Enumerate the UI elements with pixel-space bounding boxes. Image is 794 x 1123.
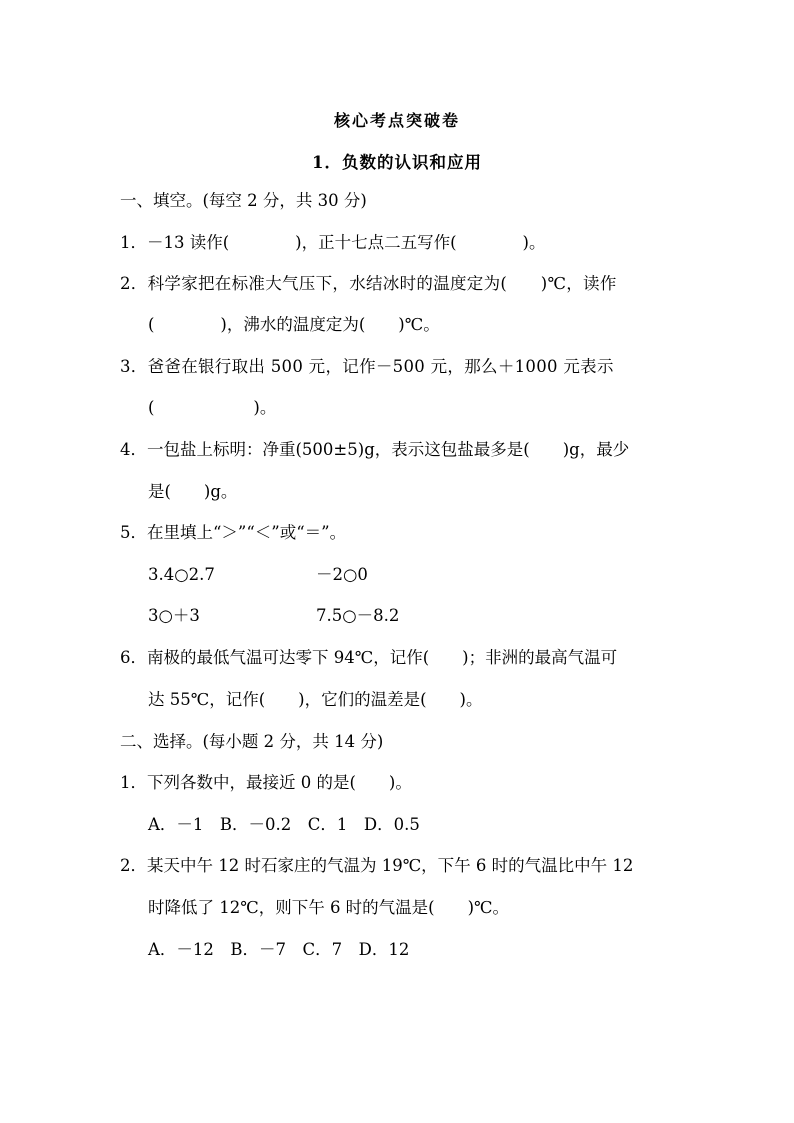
compare-item-a: 3.4○2.7 (148, 565, 215, 584)
fill-question-1: 1．－13 读作( )，正十七点二五写作( )。 (120, 233, 546, 252)
section-heading-choice: 二、选择。(每小题 2 分，共 14 分) (120, 732, 384, 751)
fill-question-4: 4．一包盐上标明：净重(500±5)g，表示这包盐最多是( )g，最少 (120, 440, 630, 459)
section-subtitle: 1．负数的认识和应用 (312, 153, 482, 172)
fill-question-3: 3．爸爸在银行取出 500 元，记作－500 元，那么＋1000 元表示 (120, 357, 614, 376)
choice-question-2-cont: 时降低了 12℃，则下午 6 时的气温是( )℃。 (148, 898, 510, 917)
page-title: 核心考点突破卷 (333, 111, 460, 130)
section-heading-fill: 一、填空。(每空 2 分，共 30 分) (120, 191, 367, 210)
compare-item-d: 7.5○－8.2 (316, 606, 400, 625)
fill-question-4-cont: 是( )g。 (148, 482, 238, 501)
fill-question-6-cont: 达 55℃，记作( )，它们的温差是( )。 (148, 690, 483, 709)
compare-item-b: －2○0 (316, 565, 368, 584)
fill-question-5: 5．在里填上“＞”“＜”或“＝”。 (120, 523, 347, 542)
choice-question-1-options: A．－1 B．－0.2 C．1 D．0.5 (148, 815, 420, 834)
choice-question-2: 2．某天中午 12 时石家庄的气温为 19℃，下午 6 时的气温比中午 12 (120, 856, 634, 875)
fill-question-2: 2．科学家把在标准大气压下，水结冰时的温度定为( )℃，读作 (120, 274, 617, 293)
fill-question-6: 6．南极的最低气温可达零下 94℃，记作( )；非洲的最高气温可 (120, 648, 618, 667)
choice-question-2-options: A．－12 B．－7 C．7 D．12 (148, 940, 410, 959)
fill-question-2-cont: ( )，沸水的温度定为( )℃。 (148, 315, 440, 334)
choice-question-1: 1．下列各数中，最接近 0 的是( )。 (120, 773, 412, 792)
compare-item-c: 3○＋3 (148, 606, 200, 625)
fill-question-3-cont: ( )。 (148, 398, 277, 417)
